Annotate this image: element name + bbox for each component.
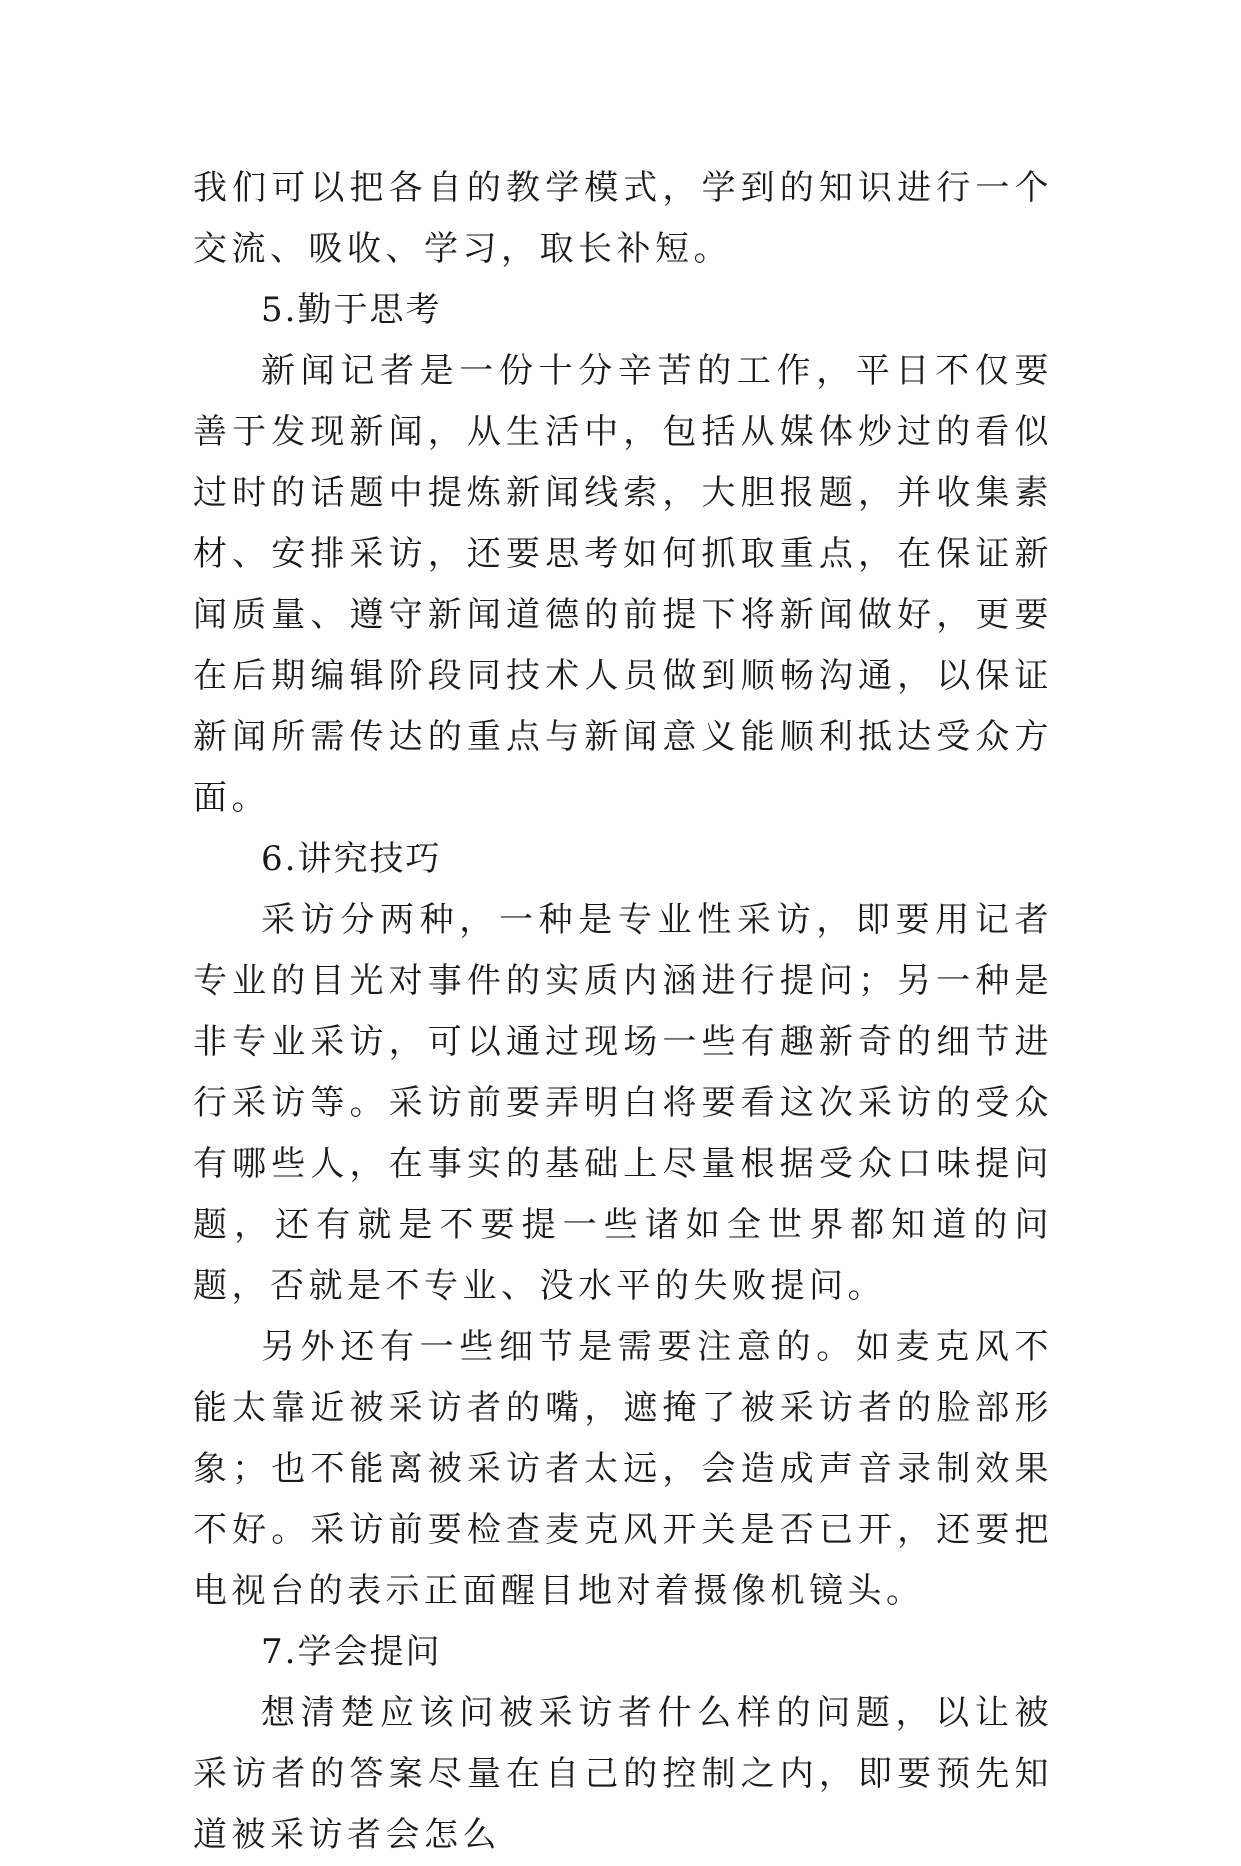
section-heading-5: 5.勤于思考 <box>261 290 442 330</box>
document-body <box>193 158 1053 1866</box>
paragraph-continued: 我们可以把各自的教学模式，学到的知识进行一个交流、吸收、学习，取长补短。 <box>193 168 1053 269</box>
section-heading-6: 6.讲究技巧 <box>261 839 442 879</box>
paragraph-section-5: 新闻记者是一份十分辛苦的工作，平日不仅要善于发现新闻，从生活中，包括从媒体炒过的看似过时的话题中提炼新闻线索，大胆报题，并收集素材、安排采访，还要思考如何抓取重点，在保证新闻质量、遵守新闻道德的前提下将新闻做好，更要在后期编辑阶段同技术人员做到顺畅沟通，以保证新闻所需传达的重点与新闻意义能顺利抵达受众方面。 <box>193 351 1053 818</box>
paragraph-section-6a: 采访分两种，一种是专业性采访，即要用记者专业的目光对事件的实质内涵进行提问；另一种是非专业采访，可以通过现场一些有趣新奇的细节进行采访等。采访前要弄明白将要看这次采访的受众有哪些人，在事实的基础上尽量根据受众口味提问题，还有就是不要提一些诸如全世界都知道的问题，否就是不专业、没水平的失败提问。 <box>193 900 1053 1306</box>
section-heading-7: 7.学会提问 <box>261 1632 442 1672</box>
paragraph-section-6b: 另外还有一些细节是需要注意的。如麦克风不能太靠近被采访者的嘴，遮掩了被采访者的脸部形象；也不能离被采访者太远，会造成声音录制效果不好。采访前要检查麦克风开关是否已开，还要把电视台的表示正面醒目地对着摄像机镜头。 <box>193 1327 1053 1611</box>
paragraph-section-7: 想清楚应该问被采访者什么样的问题，以让被采访者的答案尽量在自己的控制之内，即要预先知道被采访者会怎么 <box>193 1693 1053 1855</box>
